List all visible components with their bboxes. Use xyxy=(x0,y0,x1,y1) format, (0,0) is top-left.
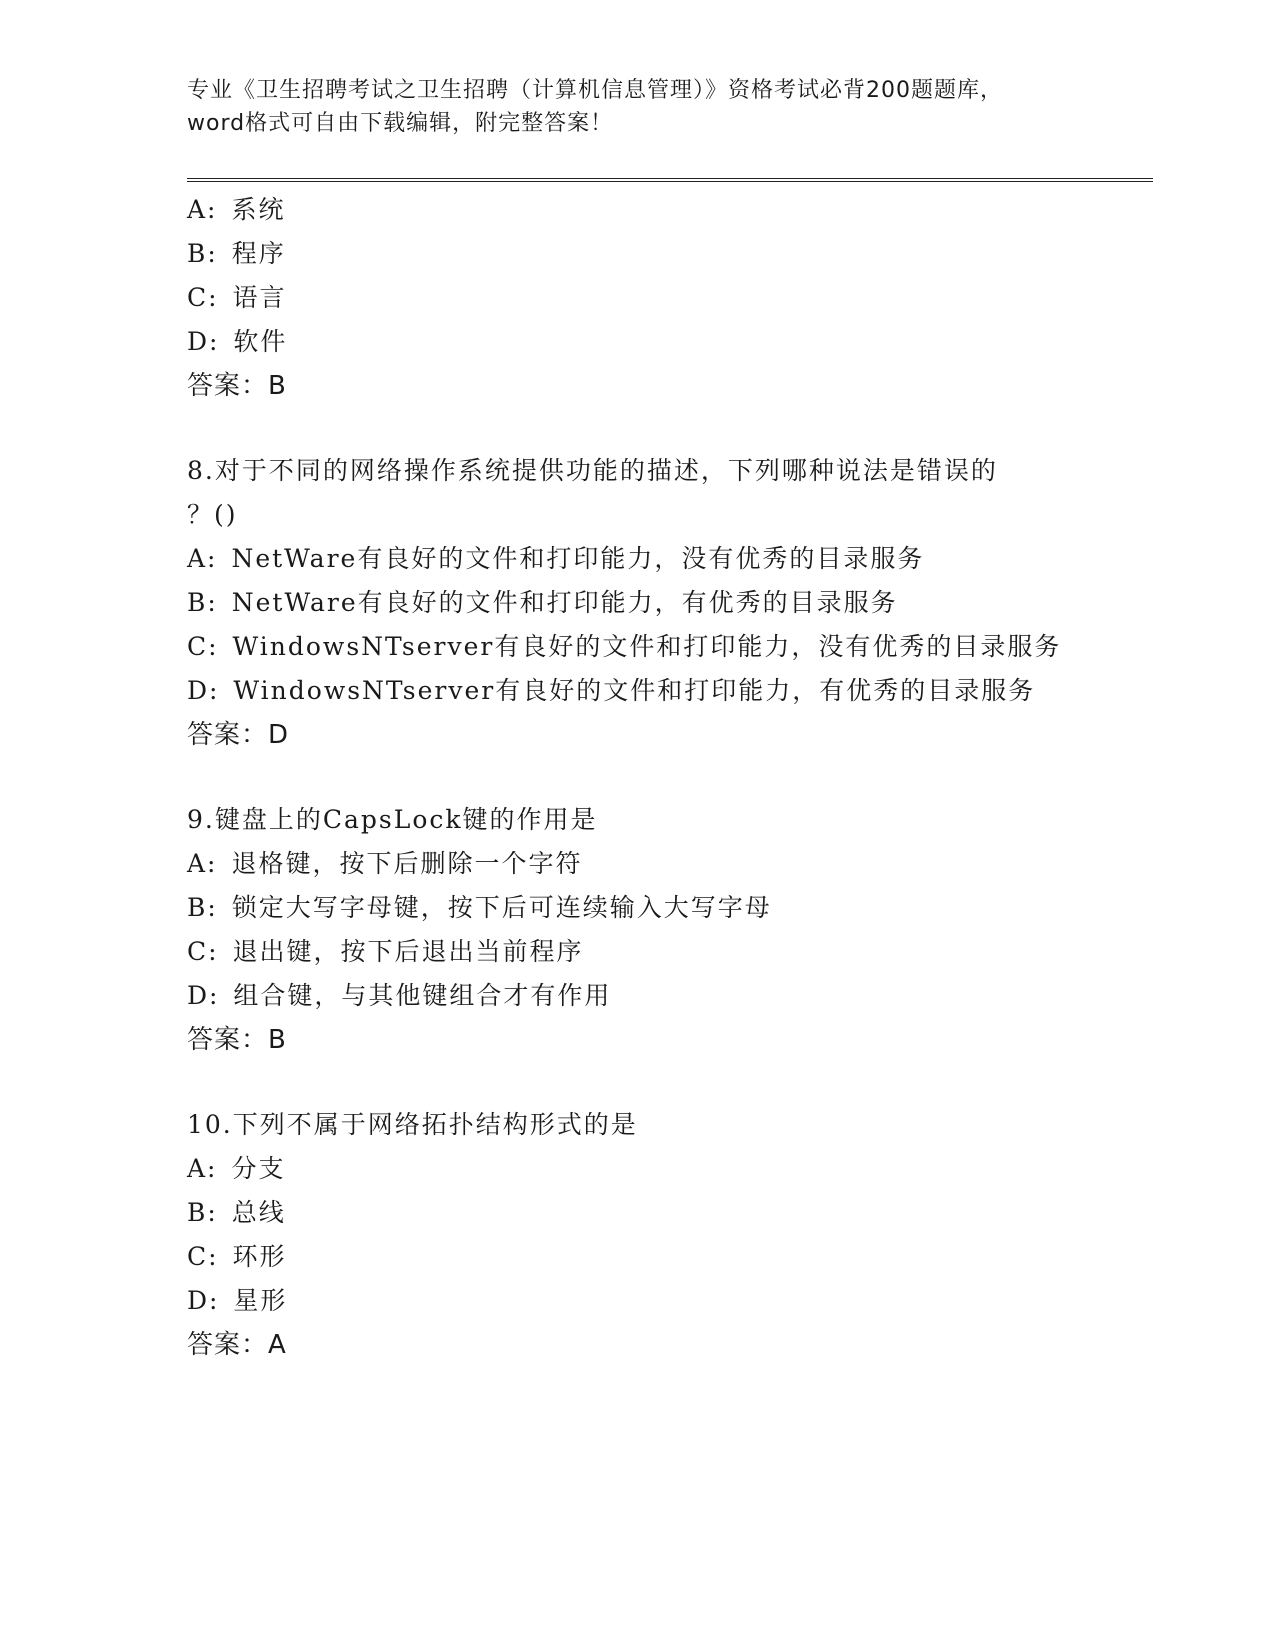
q8-option-a: A: NetWare有良好的文件和打印能力，没有优秀的目录服务 xyxy=(187,544,925,573)
q9-option-a: A: 退格键，按下后删除一个字符 xyxy=(187,849,583,878)
q8-answer: 答案：D xyxy=(187,720,290,750)
q10-answer: 答案：A xyxy=(187,1330,287,1360)
q10-option-d: D: 星形 xyxy=(187,1286,288,1315)
prev-option-c: C: 语言 xyxy=(187,283,287,312)
prev-option-a: A: 系统 xyxy=(187,195,286,224)
prev-option-d: D: 软件 xyxy=(187,327,288,356)
q9-option-d: D: 组合键，与其他键组合才有作用 xyxy=(187,981,612,1010)
q9-option-b: B: 锁定大写字母键，按下后可连续输入大写字母 xyxy=(187,893,772,922)
header-divider xyxy=(187,178,1153,182)
q8-option-b: B: NetWare有良好的文件和打印能力，有优秀的目录服务 xyxy=(187,588,898,617)
q10-option-c: C: 环形 xyxy=(187,1242,287,1271)
q8-stem-line-2: ？() xyxy=(187,500,238,529)
q8-stem-line-1: 8.对于不同的网络操作系统提供功能的描述，下列哪种说法是错误的 xyxy=(187,456,998,485)
q8-option-c: C: WindowsNTserver有良好的文件和打印能力，没有优秀的目录服务 xyxy=(187,632,1062,661)
header-line-1: 专业《卫生招聘考试之卫生招聘（计算机信息管理）》资格考试必背200题题库， xyxy=(187,78,1003,103)
prev-option-b: B: 程序 xyxy=(187,239,286,268)
q9-option-c: C: 退出键，按下后退出当前程序 xyxy=(187,937,584,966)
q10-stem: 10.下列不属于网络拓扑结构形式的是 xyxy=(187,1110,638,1139)
prev-answer: 答案：B xyxy=(187,371,287,401)
q9-stem: 9.键盘上的CapsLock键的作用是 xyxy=(187,805,598,834)
q8-option-d: D: WindowsNTserver有良好的文件和打印能力，有优秀的目录服务 xyxy=(187,676,1036,705)
q9-answer: 答案：B xyxy=(187,1025,287,1055)
header-line-2: word格式可自由下载编辑，附完整答案！ xyxy=(187,111,614,136)
page-header xyxy=(187,74,1087,140)
q10-option-b: B: 总线 xyxy=(187,1198,286,1227)
q10-option-a: A: 分支 xyxy=(187,1154,286,1183)
